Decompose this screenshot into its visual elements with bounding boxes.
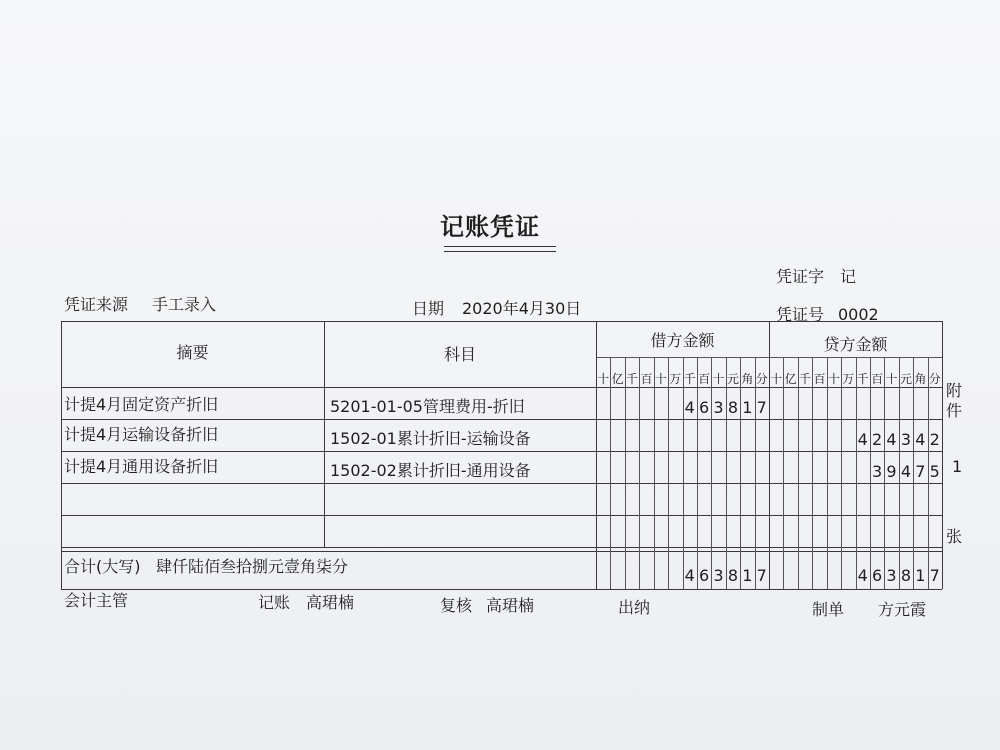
row-divider bbox=[61, 483, 942, 484]
voucher-title: 记账凭证 bbox=[440, 213, 540, 241]
row-3-credit-digit: 9 bbox=[886, 462, 897, 481]
cashier-label: 出纳 bbox=[618, 598, 651, 617]
digit-unit-label: 十 bbox=[885, 372, 898, 386]
table-bottom-border bbox=[61, 589, 942, 590]
attachment-label-2: 件 bbox=[946, 401, 963, 420]
title-underline-2 bbox=[444, 251, 556, 252]
digit-column-line bbox=[798, 357, 799, 589]
date-label: 日期 bbox=[412, 299, 445, 318]
row-divider bbox=[61, 547, 942, 548]
row-1-account: 5201-01-05管理费用-折旧 bbox=[330, 397, 525, 416]
preparer-name: 方元霞 bbox=[878, 600, 927, 619]
digit-column-line bbox=[639, 357, 640, 589]
digit-unit-label: 亿 bbox=[784, 372, 797, 386]
title-underline bbox=[444, 246, 556, 247]
row-3-account: 1502-02累计折旧-通用设备 bbox=[330, 461, 531, 480]
digit-unit-label: 十 bbox=[827, 372, 840, 386]
digit-column-line bbox=[683, 357, 684, 589]
total-debit-digit: 3 bbox=[713, 566, 724, 585]
digit-column-line bbox=[856, 357, 857, 589]
digit-unit-label: 分 bbox=[928, 372, 941, 386]
table-right-border bbox=[942, 321, 943, 589]
attachment-unit: 张 bbox=[946, 527, 963, 546]
attachment-count: 1 bbox=[952, 457, 963, 476]
row-2-credit-digit: 3 bbox=[900, 430, 912, 449]
credit-left-border bbox=[769, 321, 770, 589]
source-value: 手工录入 bbox=[152, 295, 217, 314]
digit-unit-label: 百 bbox=[640, 372, 653, 386]
digit-column-line bbox=[841, 357, 842, 589]
row-2-account: 1502-01累计折旧-运输设备 bbox=[330, 429, 531, 448]
row-2-summary: 计提4月运输设备折旧 bbox=[64, 425, 219, 444]
digit-unit-label: 十 bbox=[712, 372, 725, 386]
total-credit-digit: 1 bbox=[915, 566, 926, 585]
account-header: 科目 bbox=[443, 345, 476, 364]
total-debit-digit: 7 bbox=[756, 566, 767, 585]
row-1-debit-digit: 6 bbox=[699, 398, 710, 417]
bookkeeper-name: 高珺楠 bbox=[306, 593, 355, 612]
row-1-debit-digit: 7 bbox=[756, 398, 767, 417]
total-credit-digit: 4 bbox=[857, 566, 868, 585]
digit-unit-label: 元 bbox=[726, 372, 739, 386]
digit-column-line bbox=[755, 357, 756, 589]
total-credit-digit: 6 bbox=[872, 566, 883, 585]
digit-unit-label: 千 bbox=[683, 372, 696, 386]
attachment-label-1: 附 bbox=[946, 381, 963, 400]
digit-unit-label: 十 bbox=[770, 372, 783, 386]
voucher-no-value: 0002 bbox=[838, 305, 879, 324]
row-2-credit-digit: 2 bbox=[872, 430, 883, 449]
digit-column-line bbox=[711, 357, 712, 589]
digit-column-line bbox=[668, 357, 669, 589]
digit-unit-label: 百 bbox=[813, 372, 826, 386]
row-divider bbox=[61, 419, 942, 420]
row-1-debit-digit: 1 bbox=[742, 398, 753, 417]
chief-label: 会计主管 bbox=[64, 591, 129, 610]
table-header-bottom bbox=[61, 387, 942, 388]
row-3-credit-digit: 7 bbox=[915, 462, 926, 481]
digit-unit-label: 角 bbox=[914, 372, 927, 386]
date-value: 2020年4月30日 bbox=[462, 299, 582, 318]
total-label: 合计(大写) bbox=[64, 557, 141, 576]
reviewer-label: 复核 bbox=[440, 596, 473, 615]
total-credit-digit: 7 bbox=[929, 566, 940, 585]
debit-header: 借方金额 bbox=[650, 331, 715, 350]
row-divider bbox=[61, 515, 942, 516]
digit-column-line bbox=[697, 357, 698, 589]
row-3-credit-digit: 5 bbox=[929, 462, 940, 481]
row-2-credit-digit: 4 bbox=[915, 430, 926, 449]
row-3-credit-digit: 4 bbox=[900, 462, 912, 481]
table-top-border bbox=[61, 321, 942, 322]
digit-column-line bbox=[783, 357, 784, 589]
total-debit-digit: 8 bbox=[727, 566, 739, 585]
row-2-credit-digit: 2 bbox=[929, 430, 940, 449]
digit-unit-label: 千 bbox=[856, 372, 869, 386]
row-3-summary: 计提4月通用设备折旧 bbox=[64, 457, 219, 476]
digit-column-line bbox=[827, 357, 828, 589]
digit-unit-label: 十 bbox=[597, 372, 610, 386]
row-3-credit-digit: 3 bbox=[872, 462, 883, 481]
credit-header: 贷方金额 bbox=[823, 335, 888, 354]
total-debit-digit: 6 bbox=[699, 566, 710, 585]
total-credit-digit: 3 bbox=[886, 566, 897, 585]
total-credit-digit: 8 bbox=[900, 566, 912, 585]
voucher-word-value: 记 bbox=[840, 267, 857, 286]
digit-unit-label: 万 bbox=[669, 372, 682, 386]
row-2-credit-digit: 4 bbox=[857, 430, 868, 449]
bookkeeper-label: 记账 bbox=[258, 593, 291, 612]
digit-unit-label: 百 bbox=[871, 372, 884, 386]
digit-unit-label: 角 bbox=[741, 372, 754, 386]
total-debit-digit: 4 bbox=[684, 566, 695, 585]
digit-unit-label: 十 bbox=[654, 372, 667, 386]
debit-left-border bbox=[596, 321, 597, 589]
digit-unit-label: 元 bbox=[899, 372, 912, 386]
row-1-debit-digit: 8 bbox=[727, 398, 739, 417]
digit-unit-label: 万 bbox=[842, 372, 855, 386]
row-1-summary: 计提4月固定资产折旧 bbox=[64, 395, 219, 414]
voucher-word-label: 凭证字 bbox=[776, 267, 825, 286]
row-1-debit-digit: 4 bbox=[684, 398, 695, 417]
digit-unit-label: 千 bbox=[626, 372, 639, 386]
digit-unit-label: 分 bbox=[755, 372, 768, 386]
digit-column-line bbox=[610, 357, 611, 589]
source-label: 凭证来源 bbox=[64, 295, 129, 314]
row-divider bbox=[61, 451, 942, 452]
summary-header: 摘要 bbox=[176, 343, 209, 362]
total-double-line bbox=[61, 551, 942, 552]
total-amount-words: 肆仟陆佰叁拾捌元壹角柒分 bbox=[156, 557, 349, 576]
preparer-label: 制单 bbox=[812, 600, 845, 619]
digit-column-line bbox=[654, 357, 655, 589]
reviewer-name: 高珺楠 bbox=[486, 596, 535, 615]
digit-column-line bbox=[726, 357, 727, 589]
digit-unit-label: 百 bbox=[698, 372, 711, 386]
digit-column-line bbox=[812, 357, 813, 589]
digit-unit-label: 亿 bbox=[611, 372, 624, 386]
total-debit-digit: 1 bbox=[742, 566, 753, 585]
digit-column-line bbox=[740, 357, 741, 589]
voucher-no-label: 凭证号 bbox=[776, 305, 825, 324]
digit-unit-label: 千 bbox=[799, 372, 812, 386]
row-2-credit-digit: 4 bbox=[886, 430, 897, 449]
row-1-debit-digit: 3 bbox=[713, 398, 724, 417]
digit-column-line bbox=[625, 357, 626, 589]
